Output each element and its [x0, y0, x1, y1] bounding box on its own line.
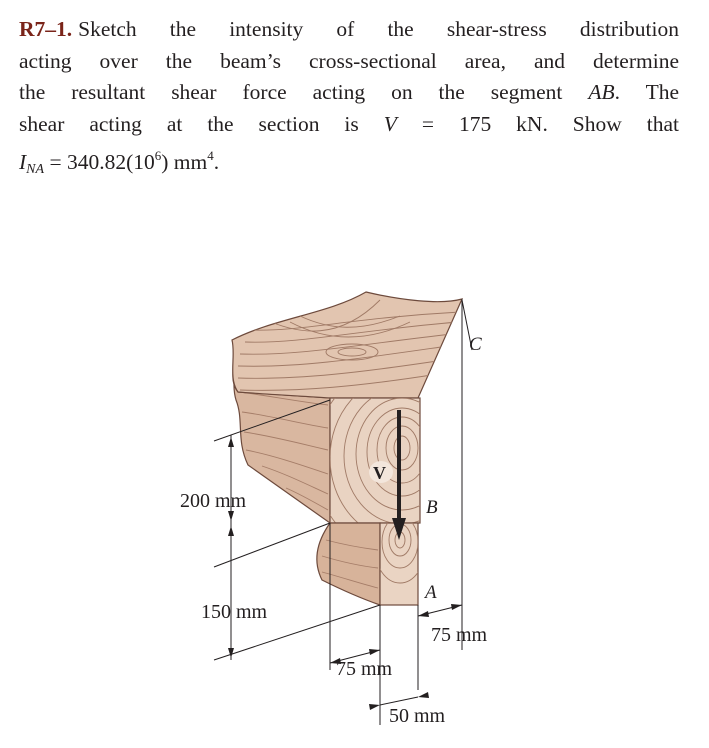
point-c-label: C [469, 334, 482, 355]
dim-75-bottom-label: 75 mm [336, 658, 393, 680]
inertia-period: . [213, 150, 220, 174]
flange-top [232, 292, 462, 398]
problem-line-2: acting over the beam’s cross-sectional area, and determine [19, 48, 679, 73]
segment-ab-label: AB [588, 80, 615, 104]
shear-arrow-label: V [373, 463, 386, 483]
shear-symbol: V [383, 111, 397, 136]
point-a-label: A [425, 582, 437, 603]
dim-50-label: 50 mm [389, 705, 446, 727]
inertia-exponent: 6 [154, 148, 162, 163]
problem-number: R7–1. [19, 17, 73, 41]
line3-text-a: the resultant shear force acting on the segment [19, 80, 589, 104]
problem-text-1: Sketch the intensity of the shear-stress distribution [78, 17, 679, 41]
inertia-symbol: I [19, 150, 27, 174]
web-left-side [317, 523, 380, 605]
inertia-value: = 340.82(10 [44, 150, 155, 174]
dim-75-right-label: 75 mm [431, 624, 488, 646]
units-exponent: 4 [207, 148, 214, 163]
line3-text-c: . The [614, 80, 680, 104]
flange-cross-section [330, 398, 420, 523]
inertia-units: ) mm [161, 150, 208, 174]
inertia-subscript: NA [26, 162, 45, 177]
point-b-label: B [426, 497, 438, 518]
line4-text-a: shear acting at the section is [19, 111, 384, 136]
dim-150-label: 150 mm [201, 601, 268, 623]
line4-text-c: = 175 kN. Show that [396, 111, 679, 136]
dim-200-label: 200 mm [180, 490, 247, 512]
